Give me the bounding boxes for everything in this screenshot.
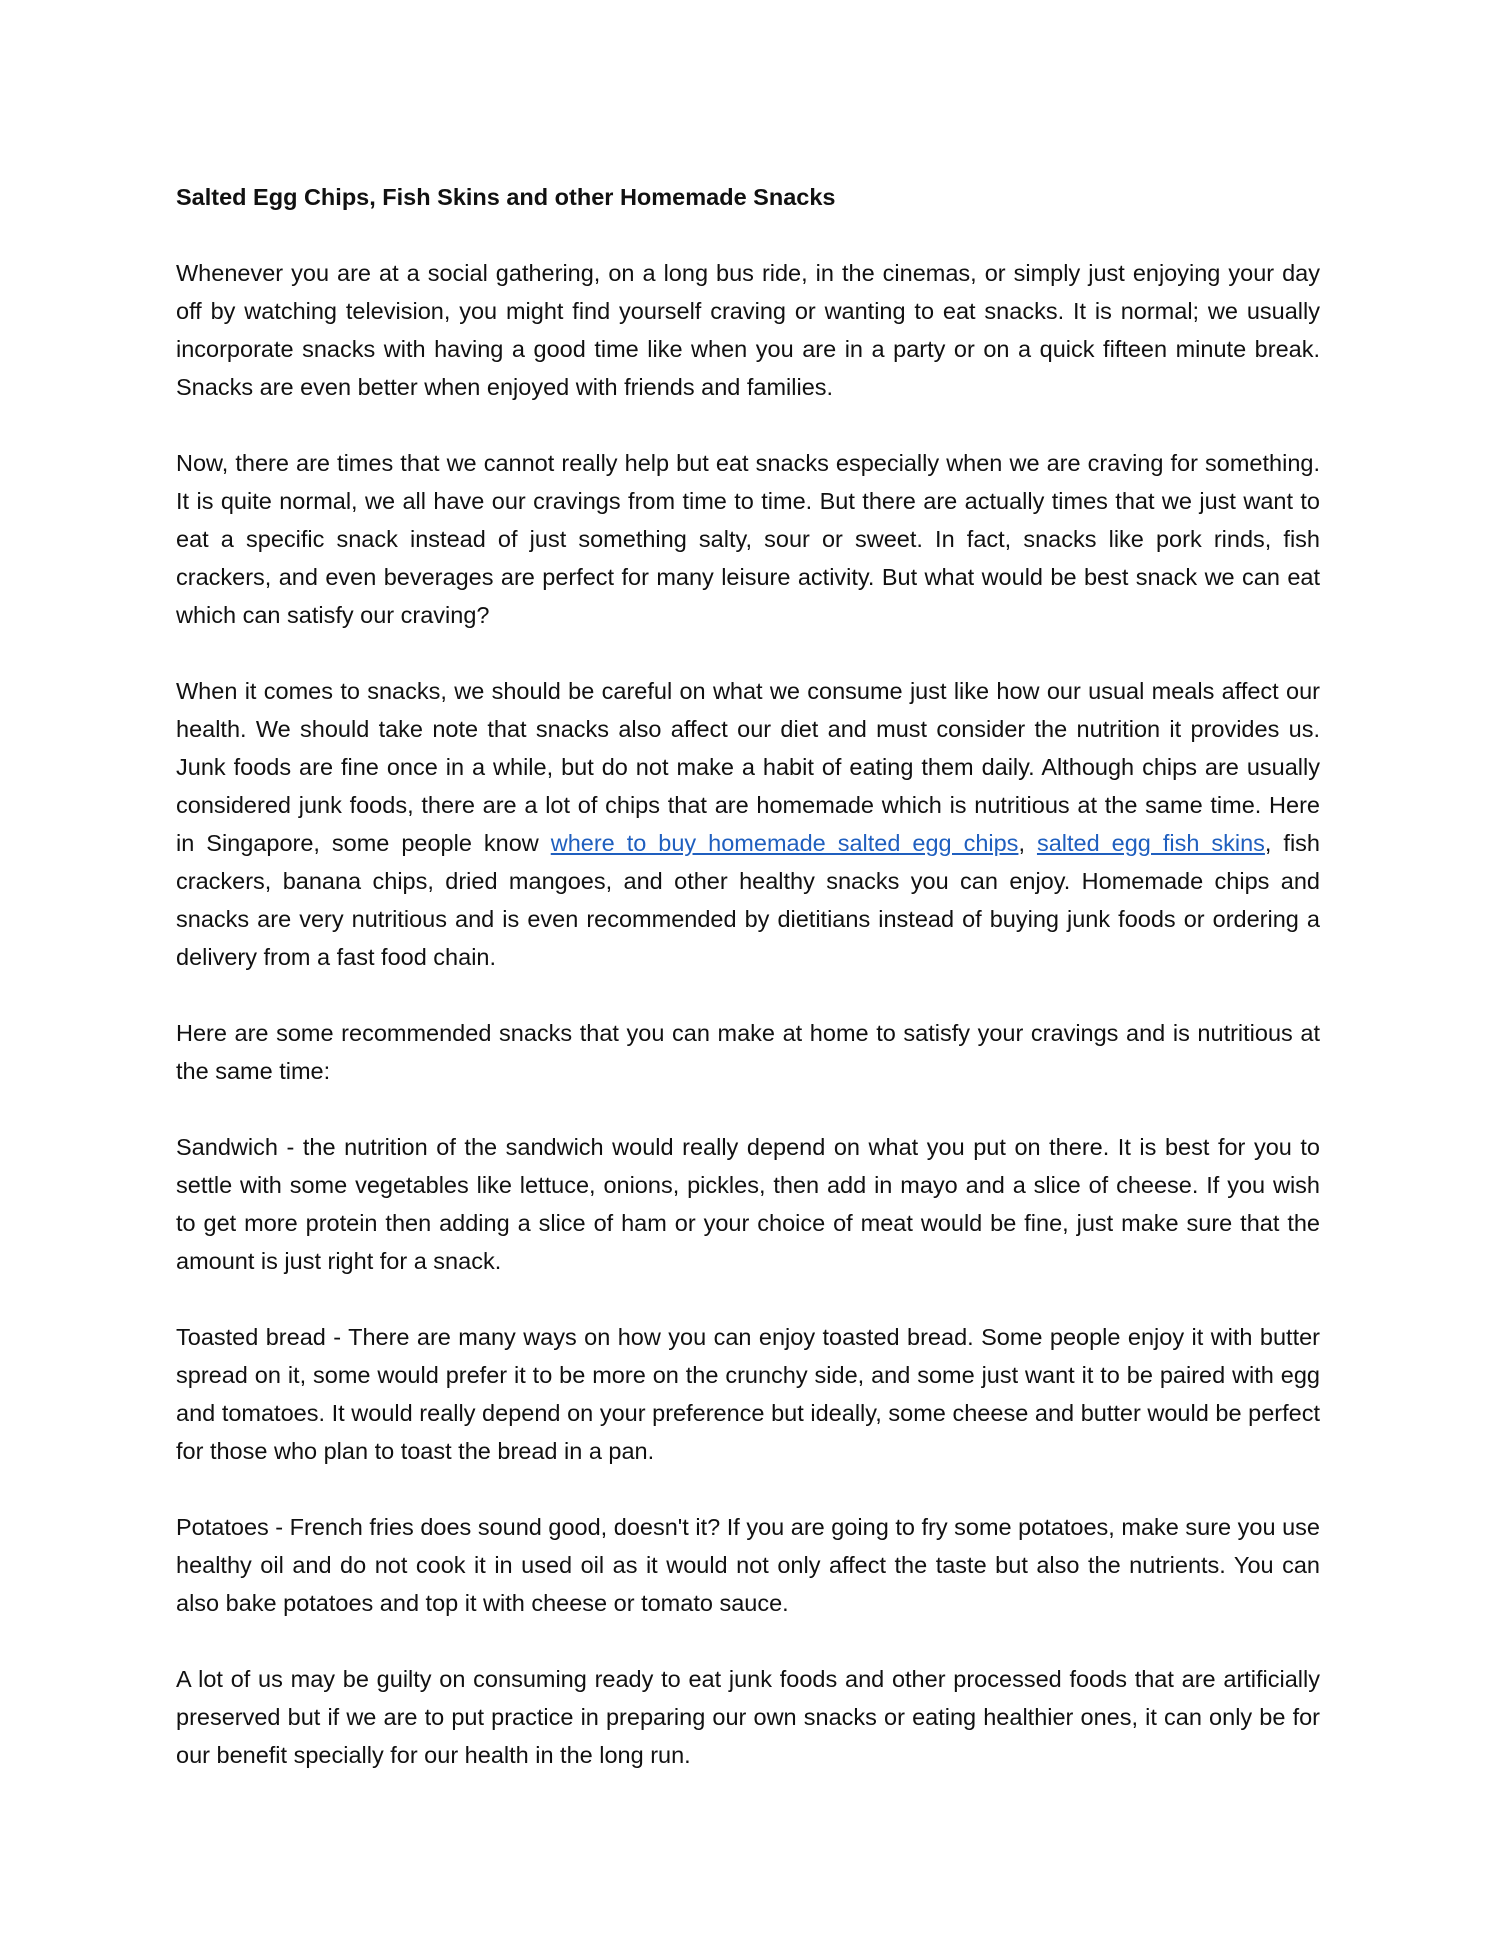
link-homemade-salted-egg-chips[interactable]: where to buy homemade salted egg chips: [550, 830, 1019, 856]
paragraph-sandwich: Sandwich - the nutrition of the sandwich would really depend on what you put on there. It is best for you to settle with some vegetables like lettuce, onions, pickles, then add in mayo and a slice of cheese. If you wish to get more protein then adding a slice of ham or your choice of meat would be fine, just make sure that the amount is just right for a snack.: [176, 1134, 1320, 1274]
paragraph-nutrition: [176, 672, 1320, 976]
paragraph-recommendations-intro: Here are some recommended snacks that you can make at home to satisfy your cravings and is nutritious at the same time:: [176, 1020, 1320, 1084]
paragraph-cravings: Now, there are times that we cannot really help but eat snacks especially when we are craving for something. It is quite normal, we all have our cravings from time to time. But there are actually times that we just want to eat a specific snack instead of just something salty, sour or sweet. In fact, snacks like pork rinds, fish crackers, and even beverages are perfect for many leisure activity. But what would be best snack we can eat which can satisfy our craving?: [176, 450, 1320, 628]
paragraph-conclusion: A lot of us may be guilty on consuming ready to eat junk foods and other processed foods that are artificially preserved but if we are to put practice in preparing our own snacks or eating healthier ones, it can only be for our benefit specially for our health in the long run.: [176, 1666, 1320, 1768]
paragraph-nutrition-text-before: When it comes to snacks, we should be careful on what we consume just like how our usual meals affect our health. We should take note that snacks also affect our diet and must consider the nutrition it provides us. Junk foods are fine once in a while, but do not make a habit of eating them daily. Although chips are usually considered junk foods, there are a lot of chips that are homemade which is nutritious at the same time. Here in Singapore, some people know: [176, 678, 1320, 856]
paragraph-potatoes: Potatoes - French fries does sound good, doesn't it? If you are going to fry some potatoes, make sure you use healthy oil and do not cook it in used oil as it would not only affect the taste but also the nutrients. You can also bake potatoes and top it with cheese or tomato sauce.: [176, 1514, 1320, 1616]
paragraph-toasted-bread: Toasted bread - There are many ways on how you can enjoy toasted bread. Some people enjoy it with butter spread on it, some would prefer it to be more on the crunchy side, and some just want it to be paired with egg and tomatoes. It would really depend on your preference but ideally, some cheese and butter would be perfect for those who plan to toast the bread in a pan.: [176, 1324, 1320, 1464]
link-salted-egg-fish-skins[interactable]: salted egg fish skins: [1036, 830, 1265, 856]
paragraph-nutrition-text-after: , fish crackers, banana chips, dried mangoes, and other healthy snacks you can enjoy. Homemade chips and snacks are very nutritious and is even recommended by dietitians instead of buying junk foods or ordering a delivery from a fast food chain.: [176, 830, 1320, 970]
paragraph-intro: Whenever you are at a social gathering, on a long bus ride, in the cinemas, or simply just enjoying your day off by watching television, you might find yourself craving or wanting to eat snacks. It is normal; we usually incorporate snacks with having a good time like when you are in a party or on a quick fifteen minute break. Snacks are even better when enjoyed with friends and families.: [176, 260, 1320, 400]
document-body: [176, 178, 1320, 1774]
paragraph-nutrition-separator: ,: [1018, 830, 1037, 856]
page-title: Salted Egg Chips, Fish Skins and other Homemade Snacks: [176, 184, 836, 210]
